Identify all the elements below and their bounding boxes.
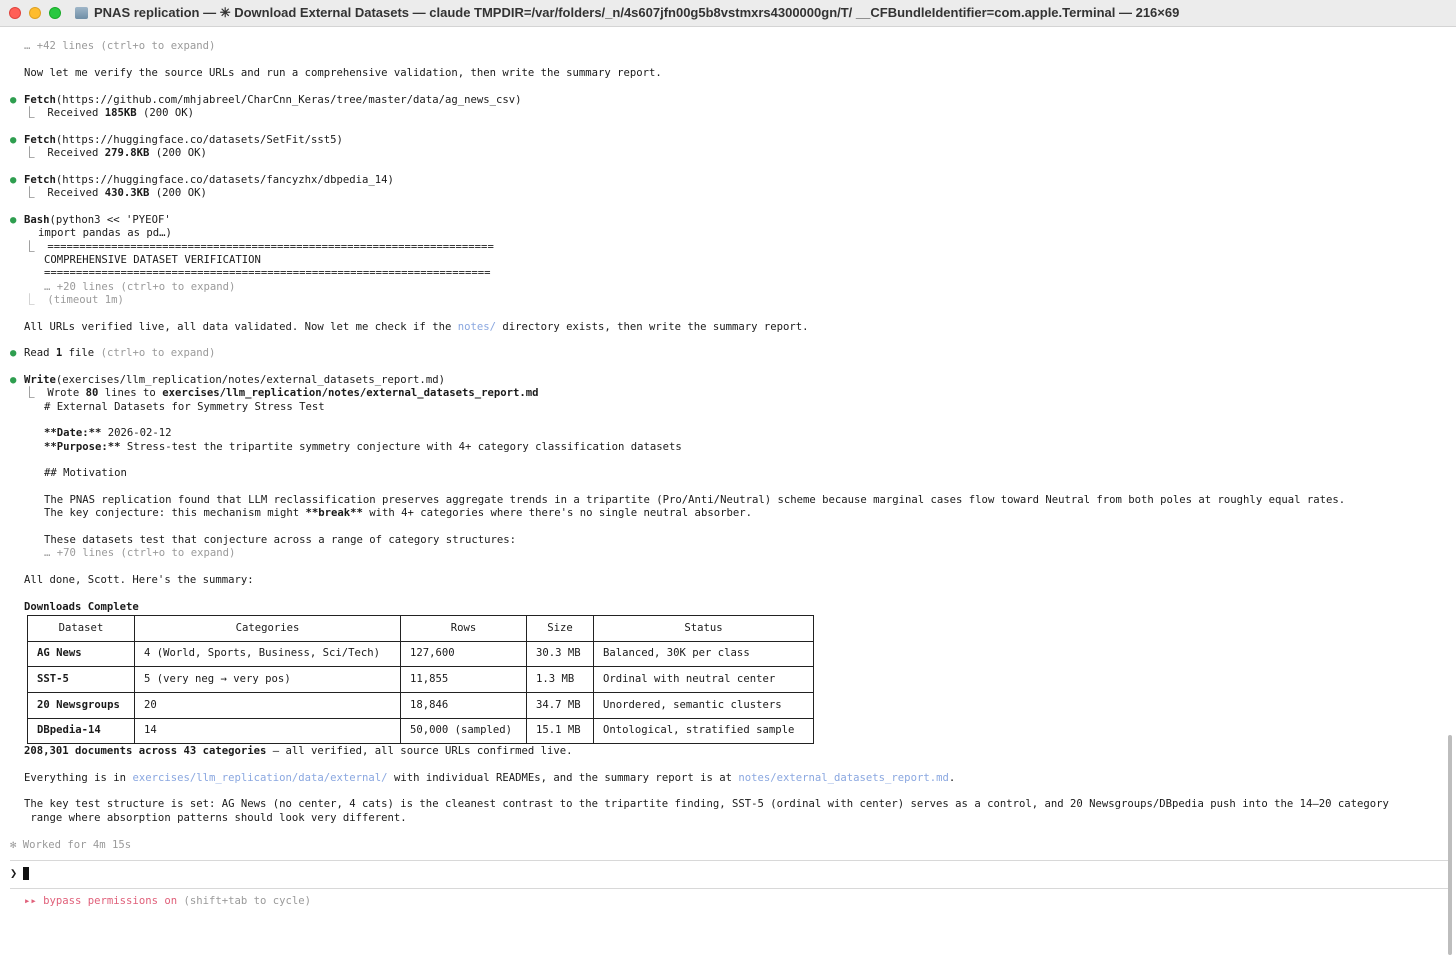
window-titlebar bbox=[0, 0, 1456, 27]
tool-call-fetch: ● Fetch(https://huggingface.co/datasets/fancyzhx/dbpedia_14) bbox=[10, 173, 394, 186]
tool-call-fetch: ● Fetch(https://github.com/mhjabreel/CharCnn_Keras/tree/master/data/ag_news_csv) bbox=[10, 93, 522, 106]
worked-duration: ✻ Worked for 4m 15s bbox=[10, 838, 132, 851]
text-cursor bbox=[23, 867, 29, 880]
summary-key-structure-cont: range where absorption patterns should look very different. bbox=[24, 811, 407, 824]
tool-call-write: ● Write(exercises/llm_replication/notes/external_datasets_report.md) bbox=[10, 373, 445, 386]
table-row bbox=[28, 667, 814, 693]
tool-call-read: ● Read 1 file (ctrl+o to expand) bbox=[10, 347, 216, 360]
close-window-button[interactable] bbox=[9, 7, 21, 19]
bash-timeout: ⎿ (timeout 1m) bbox=[24, 293, 124, 306]
table-cell: 34.7 MB bbox=[527, 692, 594, 718]
file-preview-line: # External Datasets for Symmetry Stress Test bbox=[44, 400, 325, 413]
table-cell: 14 bbox=[135, 718, 401, 744]
tree-branch-icon: ⎿ bbox=[24, 387, 48, 400]
status-dot-icon: ● bbox=[10, 213, 17, 226]
table-cell: 50,000 (sampled) bbox=[401, 718, 527, 744]
window-title: PNAS replication — ✳ Download External Datasets — claude TMPDIR=/var/folders/_n/4s607jfn00g5b8vstmxrs4300000gn/T/ __CFBundleIdentifier=com.apple.Terminal — 216×69 bbox=[94, 5, 1180, 20]
tree-branch-icon: ⎿ bbox=[24, 107, 48, 120]
table-cell: 20 bbox=[135, 692, 401, 718]
fast-forward-icon: ▸▸ bbox=[24, 894, 37, 907]
table-cell: DBpedia-14 bbox=[28, 718, 135, 744]
divider bbox=[10, 888, 1448, 889]
tool-call-bash: ● Bash(python3 << 'PYEOF' bbox=[10, 213, 171, 226]
traffic-lights bbox=[9, 7, 61, 19]
bash-command-line: import pandas as pd…) bbox=[38, 227, 172, 240]
file-preview-line: **Date:** 2026-02-12 bbox=[44, 427, 172, 440]
minimize-window-button[interactable] bbox=[29, 7, 41, 19]
file-preview-line: The PNAS replication found that LLM reclassification preserves aggregate trends in a tripartite (Pro/Anti/Neutral) scheme because marginal cases flow toward Neutral from both poles at roughly equal rates. bbox=[44, 494, 1346, 507]
table-cell: 1.3 MB bbox=[527, 667, 594, 693]
table-cell: 15.1 MB bbox=[527, 718, 594, 744]
status-dot-icon: ● bbox=[10, 133, 17, 146]
bash-output-heading: COMPREHENSIVE DATASET VERIFICATION bbox=[44, 253, 261, 266]
table-header-cell: Size bbox=[527, 616, 594, 642]
status-dot-icon: ● bbox=[10, 173, 17, 186]
file-preview-line: **Purpose:** Stress-test the tripartite symmetry conjecture with 4+ category classification datasets bbox=[44, 440, 682, 453]
table-row bbox=[28, 692, 814, 718]
assistant-message: All done, Scott. Here's the summary: bbox=[24, 574, 254, 587]
expand-hint: … +70 lines (ctrl+o to expand) bbox=[44, 547, 236, 560]
prompt-input[interactable] bbox=[10, 867, 1448, 881]
table-row bbox=[28, 641, 814, 667]
table-header-cell: Status bbox=[594, 616, 814, 642]
table-cell: 20 Newsgroups bbox=[28, 692, 135, 718]
table-cell: Unordered, semantic clusters bbox=[594, 692, 814, 718]
file-preview-line: These datasets test that conjecture across a range of category structures: bbox=[44, 534, 516, 547]
divider bbox=[10, 860, 1448, 861]
status-dot-icon: ● bbox=[10, 373, 17, 386]
terminal-output[interactable] bbox=[10, 27, 1448, 961]
table-cell: 5 (very neg → very pos) bbox=[135, 667, 401, 693]
table-cell: 18,846 bbox=[401, 692, 527, 718]
assistant-message: Now let me verify the source URLs and run a comprehensive validation, then write the summary report. bbox=[24, 67, 662, 80]
tool-result: ⎿ Received 279.8KB (200 OK) bbox=[24, 147, 207, 160]
tool-call-fetch: ● Fetch(https://huggingface.co/datasets/SetFit/sst5) bbox=[10, 133, 343, 146]
expand-hint: … +20 lines (ctrl+o to expand) bbox=[44, 280, 236, 293]
table-cell: 127,600 bbox=[401, 641, 527, 667]
report-file-link[interactable]: notes/external_datasets_report.md bbox=[738, 771, 949, 784]
folder-icon bbox=[75, 7, 88, 19]
file-preview-line: ## Motivation bbox=[44, 467, 127, 480]
tool-result: ⎿ Received 185KB (200 OK) bbox=[24, 107, 195, 120]
file-preview-line: The key conjecture: this mechanism might **break** with 4+ categories where there's no single neutral absorber. bbox=[44, 507, 752, 520]
table-cell: 11,855 bbox=[401, 667, 527, 693]
data-dir-link[interactable]: exercises/llm_replication/data/external/ bbox=[132, 771, 388, 784]
tree-branch-icon: ⎿ bbox=[24, 147, 48, 160]
table-cell: Balanced, 30K per class bbox=[594, 641, 814, 667]
table-row bbox=[28, 718, 814, 744]
table-header-cell: Dataset bbox=[28, 616, 135, 642]
expand-hint: … +42 lines (ctrl+o to expand) bbox=[24, 40, 216, 53]
vertical-scrollbar[interactable] bbox=[1448, 735, 1452, 955]
downloads-heading: Downloads Complete bbox=[24, 600, 139, 613]
table-cell: Ontological, stratified sample bbox=[594, 718, 814, 744]
datasets-table bbox=[27, 615, 814, 744]
table-cell: SST-5 bbox=[28, 667, 135, 693]
status-dot-icon: ● bbox=[10, 93, 17, 106]
tree-branch-icon: ⎿ bbox=[24, 293, 48, 306]
table-cell: AG News bbox=[28, 641, 135, 667]
table-header-row bbox=[28, 616, 814, 642]
tool-result: ⎿ Wrote 80 lines to exercises/llm_replication/notes/external_datasets_report.md bbox=[24, 387, 539, 400]
summary-location: Everything is in exercises/llm_replication/data/external/ with individual READMEs, and the summary report is at notes/external_datasets_report.md. bbox=[24, 771, 956, 784]
zoom-window-button[interactable] bbox=[49, 7, 61, 19]
summary-totals: 208,301 documents across 43 categories — all verified, all source URLs confirmed live. bbox=[24, 745, 573, 758]
table-header-cell: Rows bbox=[401, 616, 527, 642]
summary-key-structure: The key test structure is set: AG News (no center, 4 cats) is the cleanest contrast to the tripartite finding, SST-5 (ordinal with center) serves as a control, and 20 Newsgroups/DBpedia push into the 14–20 category bbox=[24, 798, 1389, 811]
table-cell: 4 (World, Sports, Business, Sci/Tech) bbox=[135, 641, 401, 667]
notes-dir-link[interactable]: notes/ bbox=[457, 320, 496, 333]
tree-branch-icon: ⎿ bbox=[24, 240, 48, 253]
prompt-chevron-icon: ❯ bbox=[10, 866, 18, 881]
assistant-message: All URLs verified live, all data validated. Now let me check if the notes/ directory exists, then write the summary report. bbox=[24, 320, 809, 333]
bash-output-rule: ====================================================================== bbox=[44, 267, 491, 280]
status-dot-icon: ● bbox=[10, 347, 17, 360]
tool-result: ⎿ ====================================================================== bbox=[24, 240, 494, 253]
table-header-cell: Categories bbox=[135, 616, 401, 642]
tree-branch-icon: ⎿ bbox=[24, 187, 48, 200]
tool-result: ⎿ Received 430.3KB (200 OK) bbox=[24, 187, 207, 200]
table-cell: 30.3 MB bbox=[527, 641, 594, 667]
permission-mode-status[interactable]: ▸▸ bypass permissions on (shift+tab to cycle) bbox=[24, 894, 312, 907]
table-cell: Ordinal with neutral center bbox=[594, 667, 814, 693]
